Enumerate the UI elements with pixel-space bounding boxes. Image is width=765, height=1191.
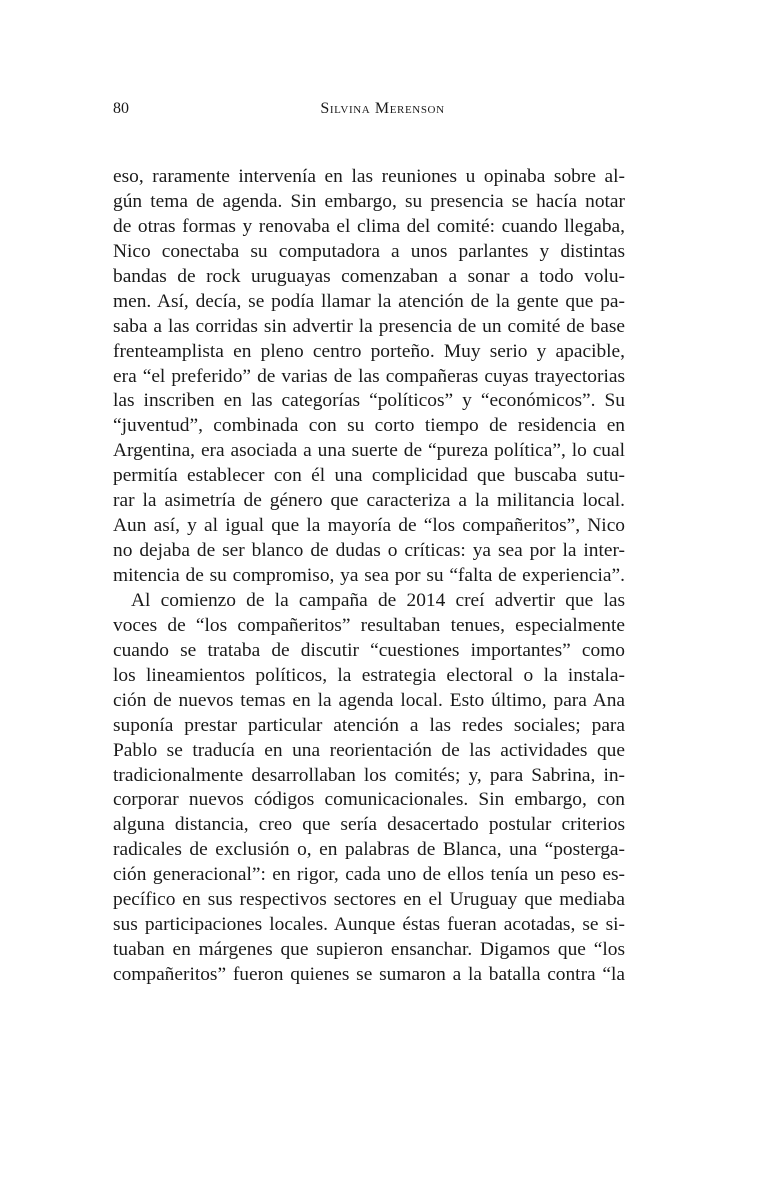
text-line: de otras formas y renovaba el clima del comité: cuando llegaba, bbox=[113, 215, 625, 237]
running-head: Silvina Merenson bbox=[320, 100, 445, 117]
text-line: voces de “los compañeritos” resultaban tenues, especialmente bbox=[113, 614, 625, 636]
text-line: ción de nuevos temas en la agenda local. Esto último, para Ana bbox=[113, 689, 625, 711]
text-line: las inscriben en las categorías “políticos” y “económicos”. Su bbox=[113, 390, 625, 412]
text-line: frenteamplista en pleno centro porteño. Muy serio y apacible, bbox=[113, 340, 625, 362]
text-line: ción generacional”: en rigor, cada uno de ellos tenía un peso es- bbox=[113, 864, 625, 886]
text-line: men. Así, decía, se podía llamar la atención de la gente que pa- bbox=[113, 290, 625, 312]
text-line: cuando se trataba de discutir “cuestiones importantes” como bbox=[113, 639, 625, 661]
text-line: Pablo se traducía en una reorientación de las actividades que bbox=[113, 739, 625, 761]
text-line: sus participaciones locales. Aunque éstas fueran acotadas, se si- bbox=[113, 914, 625, 936]
text-line: no dejaba de ser blanco de dudas o críticas: ya sea por la inter- bbox=[113, 540, 625, 562]
text-line: Aun así, y al igual que la mayoría de “los compañeritos”, Nico bbox=[113, 515, 625, 537]
text-line: radicales de exclusión o, en palabras de Blanca, una “posterga- bbox=[113, 839, 625, 861]
text-line: Argentina, era asociada a una suerte de “pureza política”, lo cual bbox=[113, 440, 625, 462]
text-line: tradicionalmente desarrollaban los comités; y, para Sabrina, in- bbox=[113, 764, 625, 786]
page-number: 80 bbox=[113, 100, 129, 117]
text-line: Nico conectaba su computadora a unos parlantes y distintas bbox=[113, 240, 625, 262]
text-line: saba a las corridas sin advertir la presencia de un comité de base bbox=[113, 315, 625, 337]
text-line: Al comienzo de la campaña de 2014 creí advertir que las bbox=[131, 589, 625, 611]
text-line: los lineamientos políticos, la estrategia electoral o la instala- bbox=[113, 664, 625, 686]
text-line: rar la asimetría de género que caracteriza a la militancia local. bbox=[113, 490, 625, 512]
text-line: tuaban en márgenes que supieron ensanchar. Digamos que “los bbox=[113, 939, 625, 961]
text-line: bandas de rock uruguayas comenzaban a sonar a todo volu- bbox=[113, 265, 625, 287]
text-line: gún tema de agenda. Sin embargo, su presencia se hacía notar bbox=[113, 190, 625, 212]
body-text bbox=[113, 165, 625, 988]
text-line: pecífico en sus respectivos sectores en el Uruguay que mediaba bbox=[113, 889, 625, 911]
text-line: corporar nuevos códigos comunicacionales. Sin embargo, con bbox=[113, 789, 625, 811]
text-line: mitencia de su compromiso, ya sea por su “falta de experiencia”. bbox=[113, 565, 625, 586]
text-line: alguna distancia, creo que sería desacertado postular criterios bbox=[113, 814, 625, 836]
text-line: suponía prestar particular atención a las redes sociales; para bbox=[113, 714, 625, 736]
text-line: “juventud”, combinada con su corto tiempo de residencia en bbox=[113, 415, 625, 437]
text-line: era “el preferido” de varias de las compañeras cuyas trayectorias bbox=[113, 365, 625, 387]
text-line: eso, raramente intervenía en las reuniones u opinaba sobre al- bbox=[113, 166, 625, 187]
text-line: permitía establecer con él una complicidad que buscaba sutu- bbox=[113, 465, 625, 487]
text-line: compañeritos” fueron quienes se sumaron a la batalla contra “la bbox=[113, 964, 625, 985]
